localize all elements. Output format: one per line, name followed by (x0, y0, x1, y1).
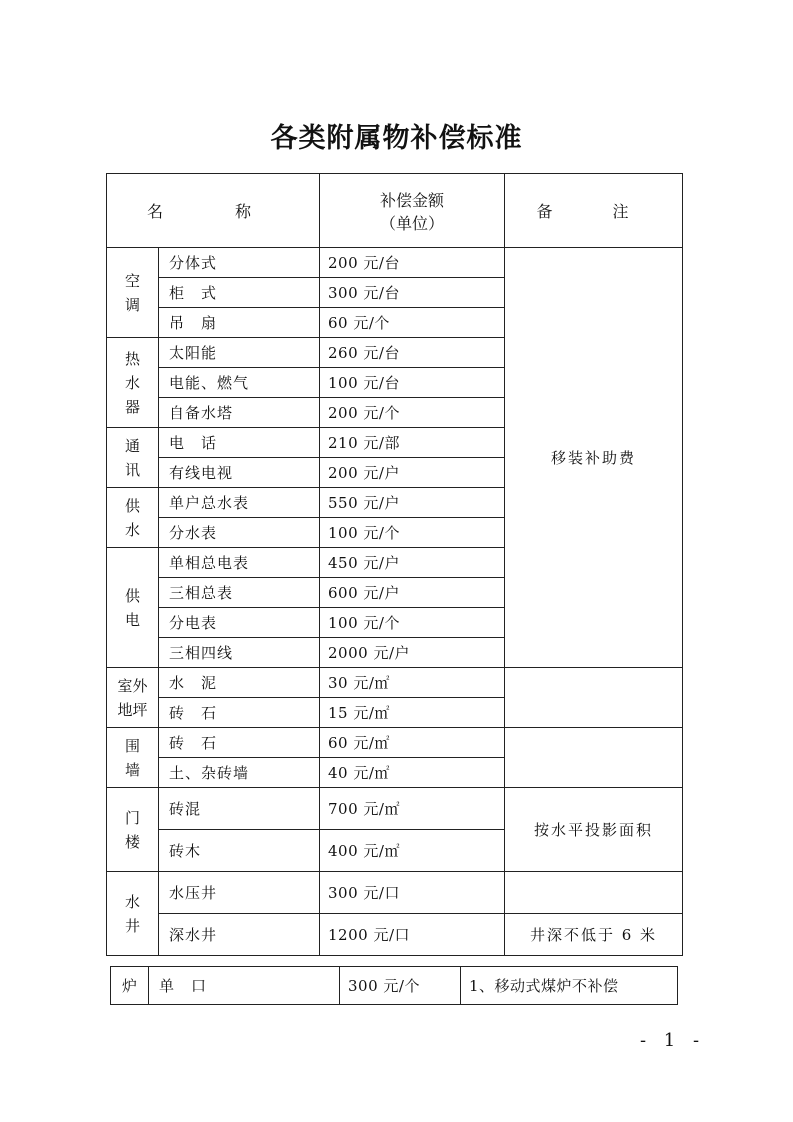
item-name: 水压井 (159, 872, 320, 914)
category-ground: 室外 地坪 (107, 668, 159, 728)
header-note: 备 注 (505, 174, 683, 248)
note-empty (505, 728, 683, 788)
item-name: 自备水塔 (159, 398, 320, 428)
item-name: 三相四线 (159, 638, 320, 668)
item-name: 单相总电表 (159, 548, 320, 578)
item-price: 600 元/户 (320, 578, 505, 608)
category-water: 供 水 (107, 488, 159, 548)
table-row (107, 728, 683, 758)
item-price: 200 元/个 (320, 398, 505, 428)
category-wall: 围 墙 (107, 728, 159, 788)
item-price: 100 元/个 (320, 518, 505, 548)
category-gate: 门 楼 (107, 788, 159, 872)
item-name: 分体式 (159, 248, 320, 278)
item-price: 100 元/个 (320, 608, 505, 638)
item-name: 电能、燃气 (159, 368, 320, 398)
item-name: 单 口 (149, 967, 340, 1005)
table-row (111, 967, 678, 1005)
item-price: 300 元/台 (320, 278, 505, 308)
note-empty (505, 668, 683, 728)
header-amount-line1: 补偿金额 (380, 190, 445, 210)
category-telecom: 通 讯 (107, 428, 159, 488)
item-price: 450 元/户 (320, 548, 505, 578)
item-price: 300 元/口 (320, 872, 505, 914)
item-name: 有线电视 (159, 458, 320, 488)
item-name: 分电表 (159, 608, 320, 638)
header-amount (320, 174, 505, 248)
item-price: 30 元/㎡ (320, 668, 505, 698)
note-gate: 按水平投影面积 (505, 788, 683, 872)
item-name: 三相总表 (159, 578, 320, 608)
item-price: 2000 元/户 (320, 638, 505, 668)
category-stove: 炉 (111, 967, 149, 1005)
item-price: 300 元/个 (340, 967, 461, 1005)
page-number: - 1 - (640, 1030, 706, 1051)
item-name: 太阳能 (159, 338, 320, 368)
item-price: 15 元/㎡ (320, 698, 505, 728)
item-name: 深水井 (159, 914, 320, 956)
category-heater: 热 水 器 (107, 338, 159, 428)
note-empty (505, 872, 683, 914)
category-power: 供 电 (107, 548, 159, 668)
category-well: 水 井 (107, 872, 159, 956)
item-price: 260 元/台 (320, 338, 505, 368)
table-row (107, 872, 683, 914)
page-title: 各类附属物补偿标准 (270, 123, 523, 154)
item-name: 砖混 (159, 788, 320, 830)
item-name: 单户总水表 (159, 488, 320, 518)
item-price: 200 元/户 (320, 458, 505, 488)
item-price: 40 元/㎡ (320, 758, 505, 788)
item-name: 柜 式 (159, 278, 320, 308)
item-price: 60 元/㎡ (320, 728, 505, 758)
item-name: 砖 石 (159, 728, 320, 758)
item-name: 土、杂砖墙 (159, 758, 320, 788)
note-well-deep: 井深不低于 6 米 (505, 914, 683, 956)
item-price: 210 元/部 (320, 428, 505, 458)
table-header-row (107, 174, 683, 248)
item-name: 吊 扇 (159, 308, 320, 338)
item-price: 700 元/㎡ (320, 788, 505, 830)
item-price: 550 元/户 (320, 488, 505, 518)
item-price: 60 元/个 (320, 308, 505, 338)
header-amount-line2: （单位） (380, 213, 445, 233)
item-price: 400 元/㎡ (320, 830, 505, 872)
header-name: 名 称 (107, 174, 320, 248)
table-row (107, 248, 683, 278)
stove-note: 1、移动式煤炉不补偿 (461, 967, 678, 1005)
item-name: 砖 石 (159, 698, 320, 728)
item-price: 200 元/台 (320, 248, 505, 278)
item-price: 1200 元/口 (320, 914, 505, 956)
stove-table (110, 966, 678, 1005)
table-row (107, 668, 683, 698)
item-price: 100 元/台 (320, 368, 505, 398)
item-name: 电 话 (159, 428, 320, 458)
table-row (107, 914, 683, 956)
compensation-table (106, 173, 683, 956)
item-name: 砖木 (159, 830, 320, 872)
item-name: 水 泥 (159, 668, 320, 698)
item-name: 分水表 (159, 518, 320, 548)
category-ac: 空 调 (107, 248, 159, 338)
table-row (107, 788, 683, 830)
note-relocation: 移装补助费 (505, 248, 683, 668)
